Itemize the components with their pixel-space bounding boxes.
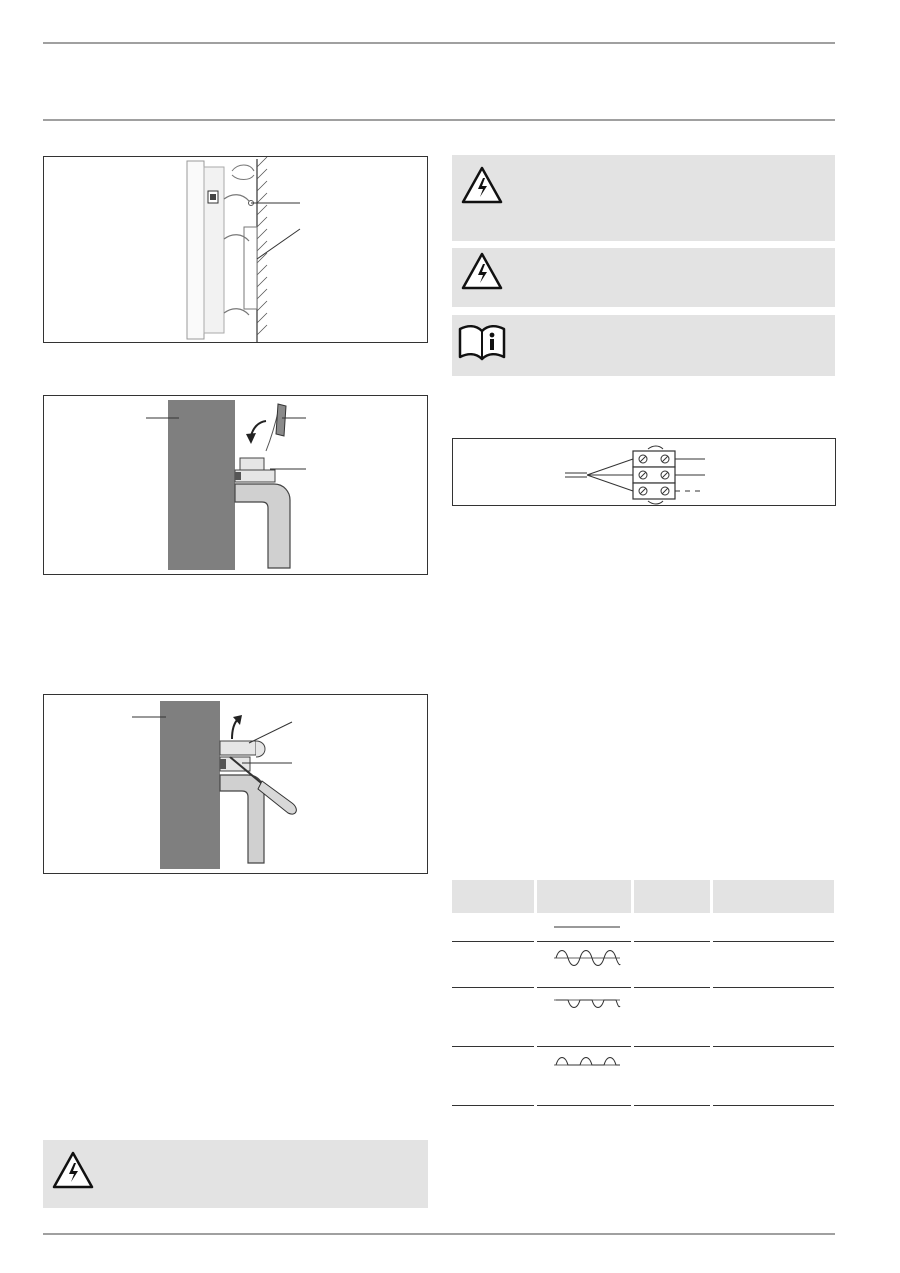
figure-terminal-wiring <box>452 438 836 506</box>
figure-stop-valve-connection <box>43 395 428 575</box>
header-top-rule <box>43 42 835 44</box>
table-row-divider <box>634 987 710 988</box>
table-header-col-2 <box>537 880 631 913</box>
table-row-divider <box>452 941 534 942</box>
footer-rule <box>43 1233 835 1235</box>
signal-negative-half-wave <box>552 992 632 1016</box>
valve-connection-illustration <box>44 396 429 576</box>
table-row-divider <box>452 1046 534 1047</box>
table-row-divider <box>713 987 834 988</box>
table-header-col-3 <box>634 880 710 913</box>
table-row-divider <box>634 941 710 942</box>
read-manual-icon <box>456 321 508 361</box>
high-voltage-warning-icon <box>460 165 504 205</box>
high-voltage-warning-icon <box>460 251 504 291</box>
figure-wall-mounting <box>43 156 428 343</box>
device-housing <box>168 400 235 570</box>
electric-hazard-warning-1 <box>452 155 835 241</box>
header-bottom-rule <box>43 119 835 121</box>
table-row-divider <box>452 1105 534 1106</box>
table-row-divider <box>634 1105 710 1106</box>
table-row-divider <box>713 1046 834 1047</box>
table-row-divider <box>537 1046 631 1047</box>
terminal-block-diagram <box>453 439 837 507</box>
table-row-divider <box>713 1105 834 1106</box>
high-voltage-warning-icon <box>51 1150 95 1190</box>
figure-stop-valve-release <box>43 694 428 874</box>
table-row-divider <box>537 941 631 942</box>
signal-positive-half-wave <box>552 1051 632 1075</box>
signal-full-sine-wave <box>552 946 632 970</box>
device-housing <box>160 701 220 869</box>
wall-mounting-illustration <box>44 157 429 344</box>
table-header-col-4 <box>713 880 834 913</box>
electric-hazard-warning-2 <box>452 248 835 307</box>
electric-hazard-warning-3 <box>43 1140 428 1208</box>
table-row-divider <box>537 987 631 988</box>
table-row-divider <box>634 1046 710 1047</box>
read-manual-note <box>452 315 835 376</box>
valve-release-illustration <box>44 695 429 875</box>
table-row-divider <box>713 941 834 942</box>
table-row-divider <box>537 1105 631 1106</box>
signal-straight-line <box>552 920 632 934</box>
table-row-divider <box>452 987 534 988</box>
table-header-col-1 <box>452 880 534 913</box>
